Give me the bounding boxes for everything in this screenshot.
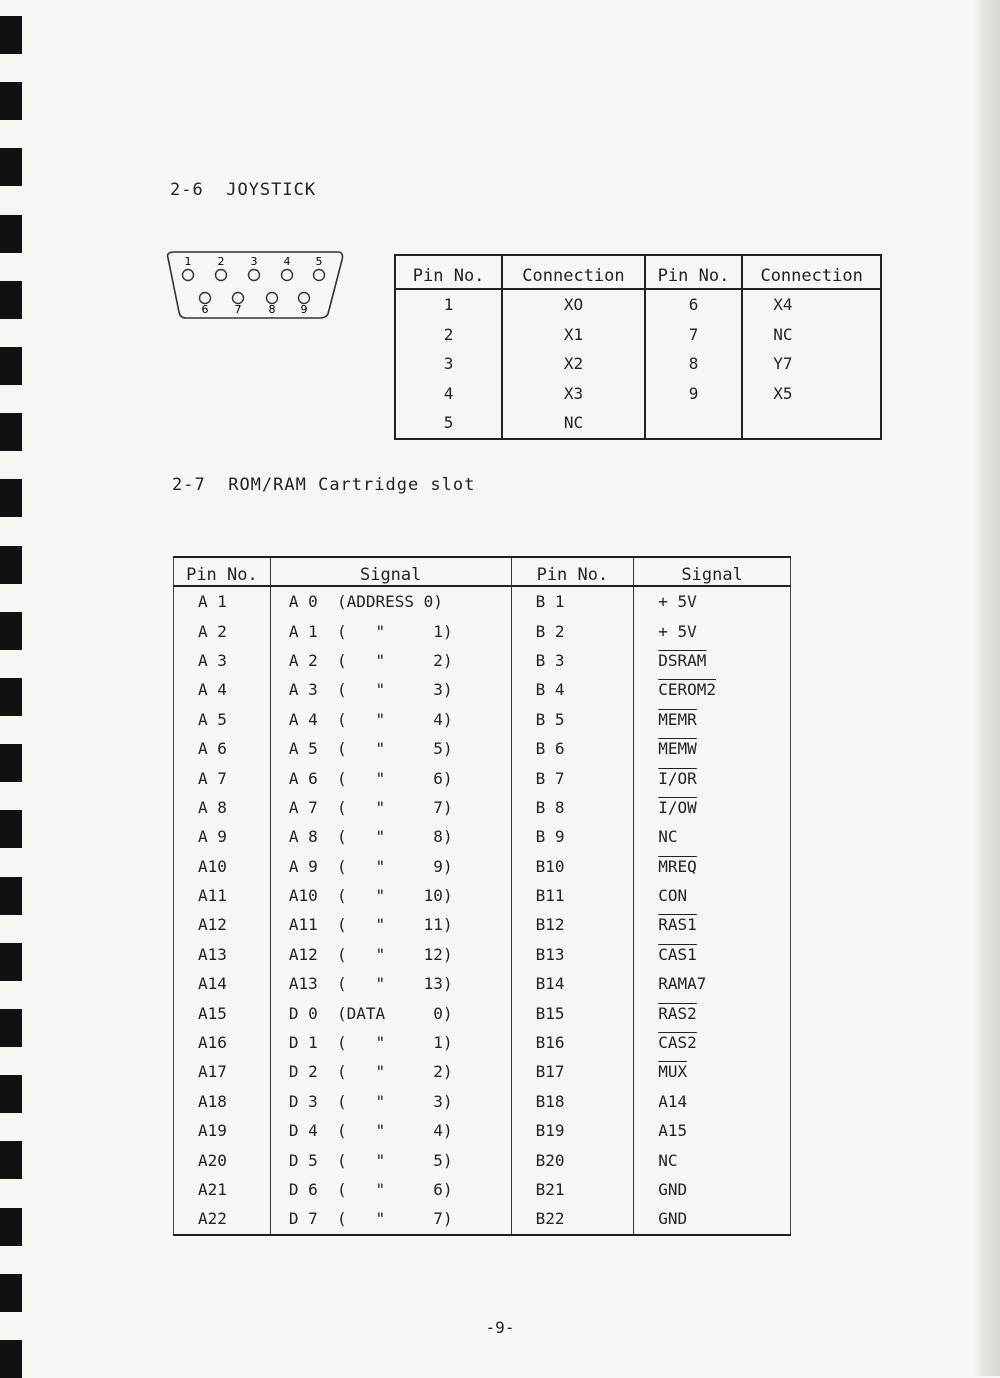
page-edge [974, 0, 1000, 1376]
table-cell: B11 [511, 881, 634, 910]
table-cell [634, 910, 791, 939]
section-title: JOYSTICK [226, 180, 317, 200]
table-cell: B 5 [511, 705, 634, 734]
header-connection: Connection [502, 255, 645, 289]
table-cell: B15 [511, 998, 634, 1027]
table-row [174, 1145, 791, 1174]
active-low-signal: I/OW [658, 797, 697, 817]
table-row [174, 881, 791, 910]
table-row [395, 408, 881, 439]
table-cell: A 5 ( " 5) [270, 734, 511, 763]
table-cell: A 4 [174, 675, 271, 704]
table-cell: A13 ( " 13) [270, 969, 511, 998]
table-cell [645, 408, 743, 439]
binding-hole [0, 1075, 22, 1113]
table-cell: A 8 ( " 8) [270, 822, 511, 851]
table-cell [634, 940, 791, 969]
pin-hole [249, 270, 260, 281]
table-cell: X4 [773, 295, 793, 315]
table-cell: 8 [645, 349, 743, 379]
table-cell: B 4 [511, 675, 634, 704]
table-cell: GND [658, 1209, 688, 1229]
binding-hole [0, 678, 22, 716]
binding-hole [0, 215, 22, 253]
table-cell: D 6 ( " 6) [270, 1175, 511, 1204]
table-cell: A16 [174, 1028, 271, 1057]
spiral-binding [0, 0, 26, 1376]
joystick-pin-table [394, 254, 882, 440]
table-cell [634, 763, 791, 792]
table-cell: B12 [511, 910, 634, 939]
table-cell: B 9 [511, 822, 634, 851]
table-cell [634, 646, 791, 675]
table-cell: D 3 ( " 3) [270, 1087, 511, 1116]
table-row [174, 705, 791, 734]
active-low-signal: I/OR [658, 768, 697, 788]
table-cell [634, 852, 791, 881]
active-low-signal: $\overline{MUX}$ [658, 1062, 688, 1082]
table-cell: A15 [174, 998, 271, 1027]
table-cell: X5 [773, 383, 793, 403]
pin-number-label: 8 [268, 303, 276, 316]
binding-hole [0, 612, 22, 650]
table-cell: B22 [511, 1204, 634, 1234]
pin-number-label: 3 [250, 255, 258, 268]
table-cell: B 3 [511, 646, 634, 675]
binding-hole [0, 148, 22, 186]
binding-hole [0, 1274, 22, 1312]
table-cell: B21 [511, 1175, 634, 1204]
table-cell: A14 [174, 969, 271, 998]
table-cell: A14 [658, 1091, 688, 1111]
header-signal: Signal [634, 557, 791, 586]
pin-hole [267, 293, 278, 304]
pin-number-label: 9 [300, 303, 308, 316]
table-cell: 1 [395, 289, 502, 320]
header-connection: Connection [742, 255, 881, 289]
table-cell: Y7 [773, 354, 793, 374]
pin-number-label: 1 [184, 255, 192, 268]
table-row [174, 734, 791, 763]
table-cell: 9 [645, 379, 743, 409]
table-row [174, 763, 791, 792]
table-cell: A 3 [174, 646, 271, 675]
pin-hole [314, 270, 325, 281]
active-low-signal: CAS2 [658, 1033, 697, 1053]
active-low-signal: MREQ [658, 856, 697, 876]
section-title: ROM/RAM Cartridge slot [228, 475, 476, 495]
binding-hole [0, 1141, 22, 1179]
table-row [395, 320, 881, 350]
table-row [174, 852, 791, 881]
active-low-signal: CAS1 [658, 944, 697, 964]
joystick-connector-diagram [162, 250, 346, 322]
active-low-signal: DSRAM [658, 650, 707, 670]
table-cell: B 2 [511, 616, 634, 645]
header-pin-no: Pin No. [511, 557, 634, 586]
table-cell: A 1 [174, 586, 271, 616]
binding-hole [0, 16, 22, 54]
table-row [174, 1175, 791, 1204]
pin-hole [216, 270, 227, 281]
binding-hole [0, 281, 22, 319]
table-row [174, 910, 791, 939]
pin-number-label: 6 [201, 303, 209, 316]
active-low-signal: MEMR [658, 709, 697, 729]
table-cell: A15 [658, 1121, 688, 1141]
table-cell: B 8 [511, 793, 634, 822]
table-cell: B19 [511, 1116, 634, 1145]
page-number: -9- [485, 1318, 515, 1337]
table-cell: A12 ( " 12) [270, 940, 511, 969]
table-cell: A12 [174, 910, 271, 939]
table-cell: A 7 ( " 7) [270, 793, 511, 822]
cartridge-heading [172, 475, 475, 495]
table-cell: XO [502, 289, 645, 320]
table-cell: A13 [174, 940, 271, 969]
table-row [174, 969, 791, 998]
table-cell: B14 [511, 969, 634, 998]
table-cell: B 7 [511, 763, 634, 792]
pin-number-label: 5 [315, 255, 323, 268]
table-cell [634, 734, 791, 763]
active-low-signal: RAS1 [658, 915, 697, 935]
table-cell: D 0 (DATA 0) [270, 998, 511, 1027]
active-low-signal: MEMW [658, 739, 697, 759]
active-low-signal: RAS2 [658, 1003, 697, 1023]
table-row [174, 1028, 791, 1057]
table-cell: B13 [511, 940, 634, 969]
table-cell: + 5V [658, 621, 697, 641]
table-cell: 3 [395, 349, 502, 379]
table-cell: A11 ( " 11) [270, 910, 511, 939]
pin-number-label: 4 [283, 255, 291, 268]
table-cell [634, 1028, 791, 1057]
table-cell: A 5 [174, 705, 271, 734]
table-cell: A22 [174, 1204, 271, 1234]
table-cell [742, 408, 881, 439]
table-cell: A21 [174, 1175, 271, 1204]
table-cell: A 6 [174, 734, 271, 763]
pin-hole [282, 270, 293, 281]
table-cell: D 4 ( " 4) [270, 1116, 511, 1145]
active-low-signal: CEROM2 [658, 680, 717, 700]
table-cell: B18 [511, 1087, 634, 1116]
table-cell: D 1 ( " 1) [270, 1028, 511, 1057]
pin-hole [200, 293, 211, 304]
table-cell: B 6 [511, 734, 634, 763]
table-cell [634, 675, 791, 704]
table-row [395, 379, 881, 409]
table-row [174, 1204, 791, 1234]
table-cell: X3 [502, 379, 645, 409]
binding-hole [0, 810, 22, 848]
table-header-row [174, 557, 791, 586]
header-pin-no: Pin No. [645, 255, 743, 289]
table-cell: NC [658, 827, 678, 847]
binding-hole [0, 347, 22, 385]
binding-hole [0, 1208, 22, 1246]
table-row [174, 646, 791, 675]
table-cell: A 1 ( " 1) [270, 616, 511, 645]
table-cell [634, 998, 791, 1027]
table-cell: 2 [395, 320, 502, 350]
table-cell: A 4 ( " 4) [270, 705, 511, 734]
table-cell: B16 [511, 1028, 634, 1057]
table-cell: A19 [174, 1116, 271, 1145]
table-cell: A10 [174, 852, 271, 881]
section-number: 2-6 [170, 180, 204, 200]
table-cell: 4 [395, 379, 502, 409]
binding-hole [0, 943, 22, 981]
table-cell: A 2 ( " 2) [270, 646, 511, 675]
table-cell: CON [658, 886, 688, 906]
table-cell [634, 705, 791, 734]
table-cell: A11 [174, 881, 271, 910]
pin-hole [183, 270, 194, 281]
pin-hole [299, 293, 310, 304]
binding-hole [0, 744, 22, 782]
table-cell: B20 [511, 1145, 634, 1174]
table-cell: 6 [645, 289, 743, 320]
joystick-heading [170, 180, 316, 200]
table-cell: A 6 ( " 6) [270, 763, 511, 792]
table-cell: D 5 ( " 5) [270, 1145, 511, 1174]
table-cell: NC [502, 408, 645, 439]
binding-hole [0, 877, 22, 915]
table-cell: B17 [511, 1057, 634, 1086]
table-cell: A18 [174, 1087, 271, 1116]
table-cell: A 9 [174, 822, 271, 851]
table-cell: 7 [645, 320, 743, 350]
table-cell: A20 [174, 1145, 271, 1174]
table-row [174, 1087, 791, 1116]
header-pin-no: Pin No. [174, 557, 271, 586]
table-cell: B 1 [511, 586, 634, 616]
table-row [174, 822, 791, 851]
table-cell: A 2 [174, 616, 271, 645]
table-cell: RAMA7 [658, 974, 707, 994]
table-row [174, 940, 791, 969]
table-cell: A10 ( " 10) [270, 881, 511, 910]
header-pin-no: Pin No. [395, 255, 502, 289]
table-cell [634, 1057, 791, 1086]
table-row [174, 675, 791, 704]
table-cell: A 9 ( " 9) [270, 852, 511, 881]
table-header-row [395, 255, 881, 289]
pin-hole [233, 293, 244, 304]
header-signal: Signal [270, 557, 511, 586]
table-cell [634, 793, 791, 822]
table-row [395, 349, 881, 379]
binding-hole [0, 1009, 22, 1047]
binding-hole [0, 479, 22, 517]
binding-hole [0, 1340, 22, 1378]
table-cell: X1 [502, 320, 645, 350]
binding-hole [0, 546, 22, 584]
table-cell: A 0 (ADDRESS 0) [270, 586, 511, 616]
table-cell: A 7 [174, 763, 271, 792]
table-row [395, 289, 881, 320]
table-cell: D 7 ( " 7) [270, 1204, 511, 1234]
table-row [174, 793, 791, 822]
table-cell: A 3 ( " 3) [270, 675, 511, 704]
table-cell: 5 [395, 408, 502, 439]
table-cell: NC [658, 1150, 678, 1170]
table-cell: B10 [511, 852, 634, 881]
binding-hole [0, 413, 22, 451]
table-cell: + 5V [658, 592, 697, 612]
table-cell: NC [773, 324, 793, 344]
table-row [174, 1116, 791, 1145]
table-row [174, 1057, 791, 1086]
pin-number-label: 2 [217, 255, 225, 268]
table-row [174, 616, 791, 645]
pin-number-label: 7 [234, 303, 242, 316]
table-row [174, 586, 791, 616]
table-row [174, 998, 791, 1027]
table-cell: GND [658, 1180, 688, 1199]
table-cell: D 2 ( " 2) [270, 1057, 511, 1086]
table-cell: A 8 [174, 793, 271, 822]
binding-hole [0, 82, 22, 120]
section-number: 2-7 [172, 475, 206, 495]
cartridge-pin-table [173, 556, 791, 1236]
table-cell: A17 [174, 1057, 271, 1086]
table-cell: X2 [502, 349, 645, 379]
